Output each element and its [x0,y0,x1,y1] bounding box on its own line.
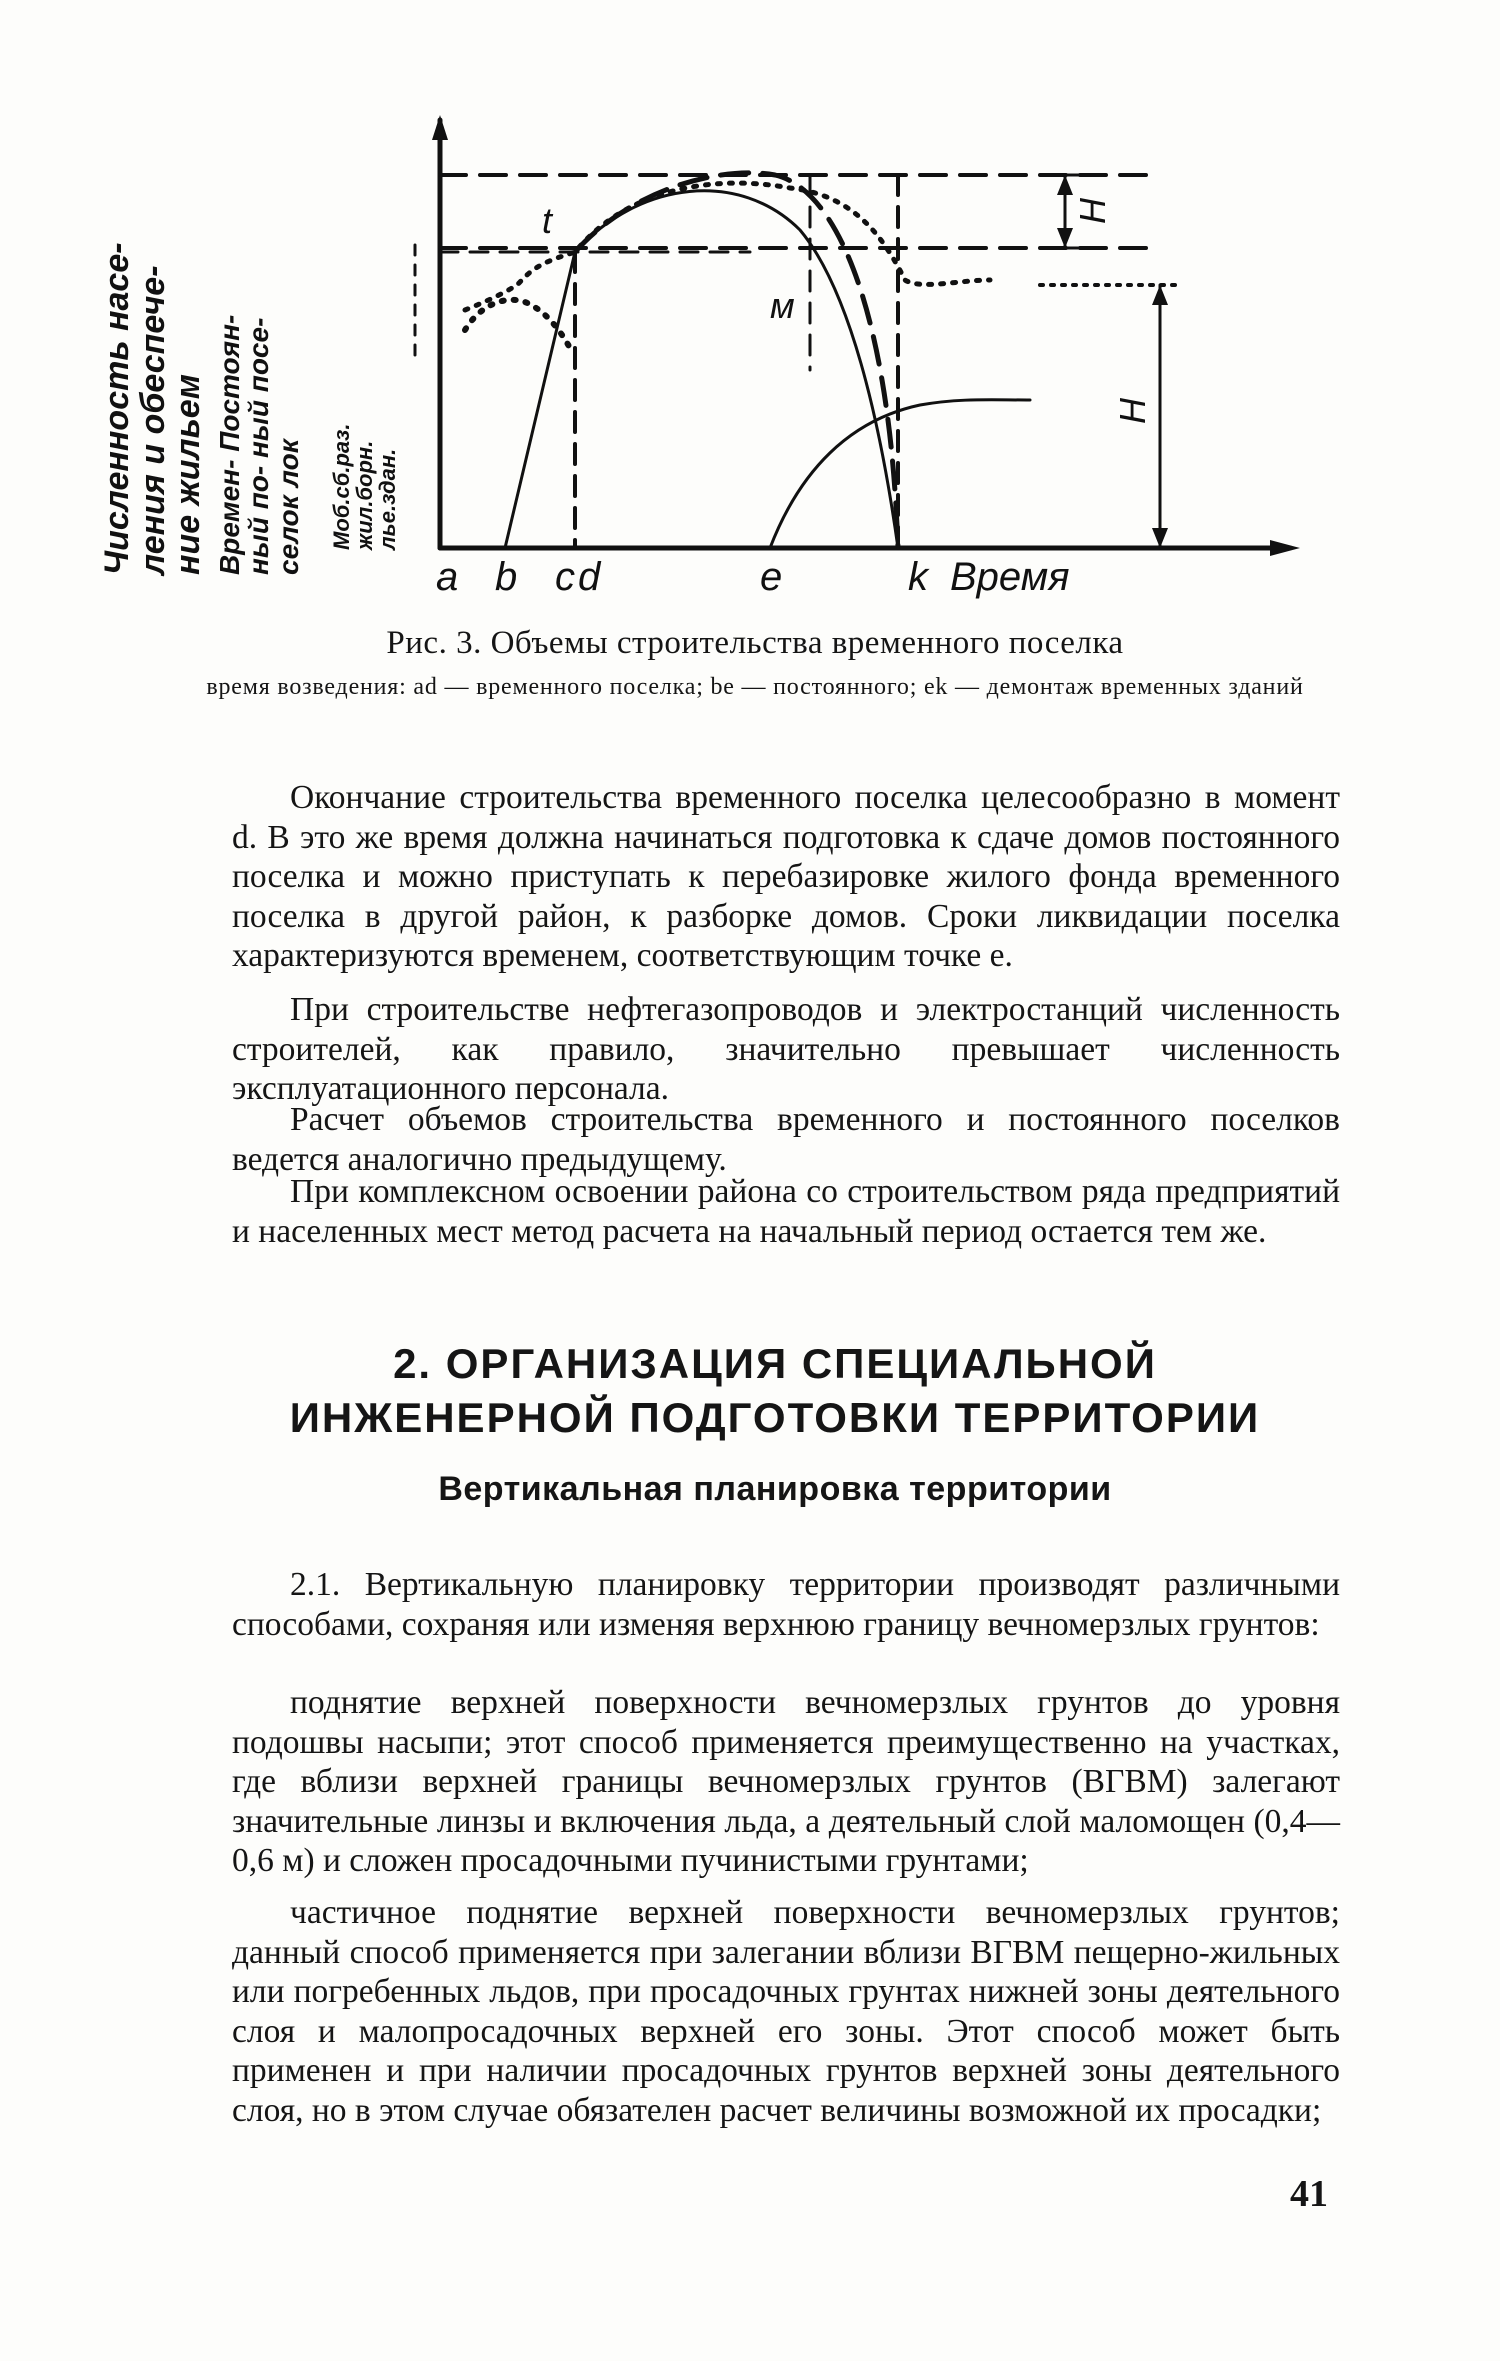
paragraph: При строительстве нефтегазопроводов и электростанций численность строителей, как правило, значительно превышает численность эксплуатационного персонала. [232,991,1340,1108]
paragraph: частичное поднятие верхней поверхности вечномерзлых грунтов; данный способ применяется при залегании вблизи ВГВМ пещерно-жильных или погребенных льдов, при просадочных грунтах нижней зоны деятельного слоя и малопросадочных верхней его зоны. Этот способ может быть применен и при наличии просадочных грунтов верхней зоны деятельного слоя, но в этом случае обязателен расчет величины возможной их просадки; [232,1894,1340,2129]
b-rise-line [505,252,575,548]
x-tick-b: b [495,555,518,599]
y-label-line: ный по- ный посе- [243,317,275,575]
temporary-plan-dashed [575,173,898,548]
paragraph: поднятие верхней поверхности вечномерзлых грунтов до уровня подошвы насыпи; этот способ применяется преимущественно на участках, где вблизи верхней границы вечномерзлых грунтов (ВГВМ) залегают значительные линзы и включения льда, а деятельный слой маломощен (0,4—0,6 м) и сложен просадочными пучинистыми грунтами; [232,1684,1340,1880]
paragraph: При комплексном освоении района со строительством ряда предприятий и населенных мест метод расчета на начальный период остается тем же. [232,1173,1340,1250]
y-label-line: Времен- Постоян- [214,314,245,575]
h-lower-label: H [1112,398,1153,424]
h-upper-label: H [1072,198,1113,224]
y-label-mobile-buildings [330,424,399,550]
x-axis-arrow [1270,540,1300,556]
x-axis-label: Время [950,555,1070,599]
x-tick-a: a [436,555,459,599]
y-label-line: лье.здан. [375,448,401,550]
section-heading-line2: ИНЖЕНЕРНОЙ ПОДГОТОВКИ ТЕРРИТОРИИ [289,1394,1261,1441]
page-number: 41 [1290,2173,1328,2215]
y-label-line: Моб.сб.раз. [329,423,354,550]
y-label-line: ние жильем [169,374,208,575]
paragraph: Расчет объемов строительства временного и постоянного поселков ведется аналогично предыдущему. [232,1101,1340,1178]
figure-3-diagram [98,170,1310,600]
curve-label-t: t [542,200,553,241]
figure-caption [200,625,1310,702]
y-label-settlements [215,315,303,575]
caption-title: Рис. 3. Объемы строительства временного поселка [386,625,1124,661]
x-tick-d: d [578,555,601,599]
y-label-line: жил.борн. [352,440,378,550]
caption-subtitle: время возведения: ad — временного поселка; be — постоянного; ek — демонтаж временных зданий [206,674,1304,700]
y-axis-arrow [432,115,448,140]
y-label-line: ления и обеспече- [133,265,172,575]
curve-label-m: м [770,285,795,326]
y-label-line: Численность насе- [98,242,136,575]
y-label-population [100,242,207,575]
section-heading-line1: 2. ОРГАНИЗАЦИЯ СПЕЦИАЛЬНОЙ [393,1340,1157,1387]
paragraph: Окончание строительства временного поселка целесообразно в момент d. В это же время должна начинаться подготовка к сдаче домов постоянного поселка и можно приступать к перебазировке жилого фонда временного поселка в другой район, к разборке домов. Сроки ликвидации поселка характеризуются временем, соответствующим точке e. [232,779,1340,975]
paragraph: 2.1. Вертикальную планировку территории производят различными способами, сохраняя или изменяя верхнюю границу вечномерзлых грунтов: [232,1566,1340,1643]
x-tick-k: k [908,555,928,599]
demolition-curve [575,191,898,548]
section-subheading: Вертикальная планировка территории [438,1470,1112,1508]
x-tick-c: c [555,555,575,599]
y-label-line: селок лок [272,439,304,575]
x-tick-e: e [760,555,783,599]
